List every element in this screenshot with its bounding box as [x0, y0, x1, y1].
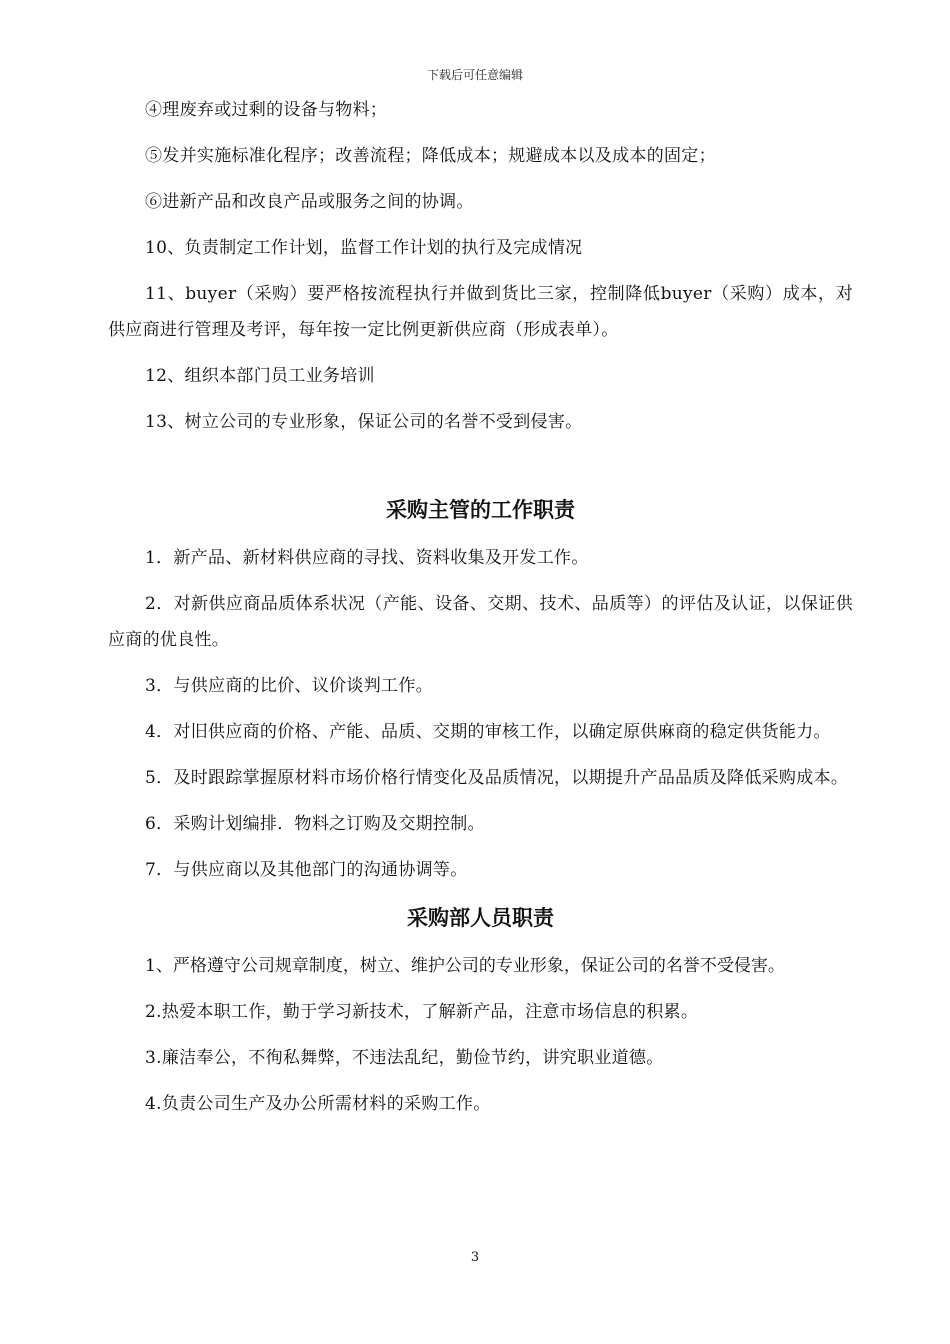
paragraph: ⑤发并实施标准化程序；改善流程；降低成本；规避成本以及成本的固定；	[145, 146, 716, 166]
paragraph: 4.负责公司生产及办公所需材料的采购工作。	[145, 1094, 491, 1114]
section-title: 采购主管的工作职责	[386, 498, 575, 522]
paragraph: 7．与供应商以及其他部门的沟通协调等。	[145, 860, 468, 880]
paragraph: 6．采购计划编排．物料之订购及交期控制。	[145, 814, 485, 834]
paragraph: 10、负责制定工作计划，监督工作计划的执行及完成情况	[145, 238, 583, 258]
paragraph: 2．对新供应商品质体系状况（产能、设备、交期、技术、品质等）的评估及认证，以保证供应商的优良性。	[108, 594, 853, 650]
document-body	[108, 92, 853, 1122]
paragraph: 3．与供应商的比价、议价谈判工作。	[145, 676, 433, 696]
paragraph: 4．对旧供应商的价格、产能、品质、交期的审核工作，以确定原供麻商的稳定供货能力。	[145, 722, 831, 742]
paragraph: 5．及时跟踪掌握原材料市场价格行情变化及品质情况，以期提升产品品质及降低采购成本。	[145, 768, 849, 788]
paragraph: 2.热爱本职工作，勤于学习新技术，了解新产品，注意市场信息的积累。	[145, 1002, 699, 1022]
paragraph: 1．新产品、新材料供应商的寻找、资料收集及开发工作。	[145, 548, 589, 568]
paragraph: ④理废弃或过剩的设备与物料；	[145, 100, 388, 120]
paragraph: 12、组织本部门员工业务培训	[145, 366, 375, 386]
page-header-note: 下载后可任意编辑	[426, 68, 523, 82]
paragraph: 11、buyer（采购）要严格按流程执行并做到货比三家，控制降低buyer（采购）成本，对供应商进行管理及考评，每年按一定比例更新供应商（形成表单）。	[108, 284, 853, 340]
paragraph: 1、严格遵守公司规章制度，树立、维护公司的专业形象，保证公司的名誉不受侵害。	[145, 956, 785, 976]
page-number: 3	[470, 1250, 480, 1265]
section-title: 采购部人员职责	[407, 906, 554, 930]
paragraph: 13、树立公司的专业形象，保证公司的名誉不受到侵害。	[145, 412, 583, 432]
paragraph: ⑥进新产品和改良产品或服务之间的协调。	[145, 192, 474, 212]
paragraph: 3.廉洁奉公，不徇私舞弊，不违法乱纪，勤俭节约，讲究职业道德。	[145, 1048, 664, 1068]
